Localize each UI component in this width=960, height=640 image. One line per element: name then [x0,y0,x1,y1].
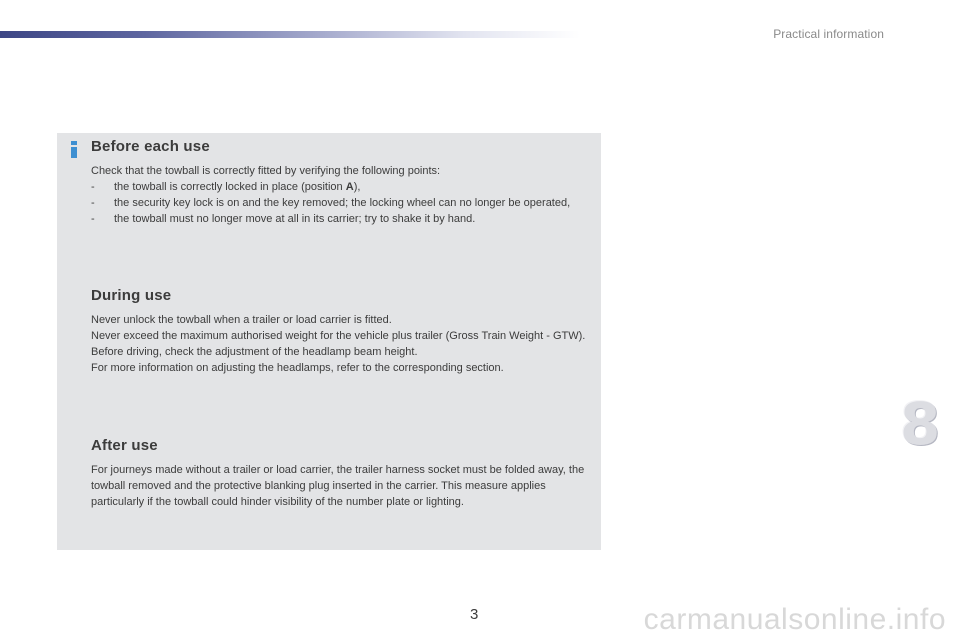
list-item-text-end: ), [353,181,361,193]
header-bar [0,31,580,38]
chapter-number: 8 [900,390,941,458]
before-each-use-heading: Before each use [91,138,210,155]
during-line: For more information on adjusting the headlamps, refer to the corresponding section. [91,362,504,374]
list-item: - the security key lock is on and the key removed; the locking wheel can no longer be operated, [91,197,571,209]
during-use-heading: During use [91,287,172,304]
section-title: Practical information [773,27,884,41]
list-item: - the towball is correctly locked in place (position A), [91,181,361,193]
page-number: 3 [470,606,479,623]
during-use-section [91,287,593,376]
position-label: A [345,181,354,193]
list-item-text: the towball is correctly locked in place (position [114,181,346,193]
after-use-section [91,437,593,510]
list-item: - the towball must no longer move at all in its carrier; try to shake it by hand. [91,213,476,225]
before-intro: Check that the towball is correctly fitted by verifying the following points: [91,165,441,177]
list-item-text: the security key lock is on and the key removed; the locking wheel can no longer be operated, [114,197,571,209]
after-use-heading: After use [91,437,158,454]
after-text: For journeys made without a trailer or load carrier, the trailer harness socket must be folded away, the towball removed and the protective blanking plug inserted in the carrier. This measure applies particularly if the towball could hinder visibility of the number plate or lighting. [91,464,585,508]
before-each-use-section [91,138,593,227]
info-icon [70,141,79,158]
during-line: Never unlock the towball when a trailer or load carrier is fitted. [91,314,392,326]
during-line: Before driving, check the adjustment of the headlamp beam height. [91,346,418,358]
list-item-text: the towball must no longer move at all in its carrier; try to shake it by hand. [114,213,476,225]
watermark: carmanualsonline.info [643,603,946,636]
info-icon-dot [71,141,77,145]
during-line: Never exceed the maximum authorised weight for the vehicle plus trailer (Gross Train Weight - GTW). [91,330,586,342]
info-icon-stem [71,147,77,158]
check-list [91,179,593,227]
